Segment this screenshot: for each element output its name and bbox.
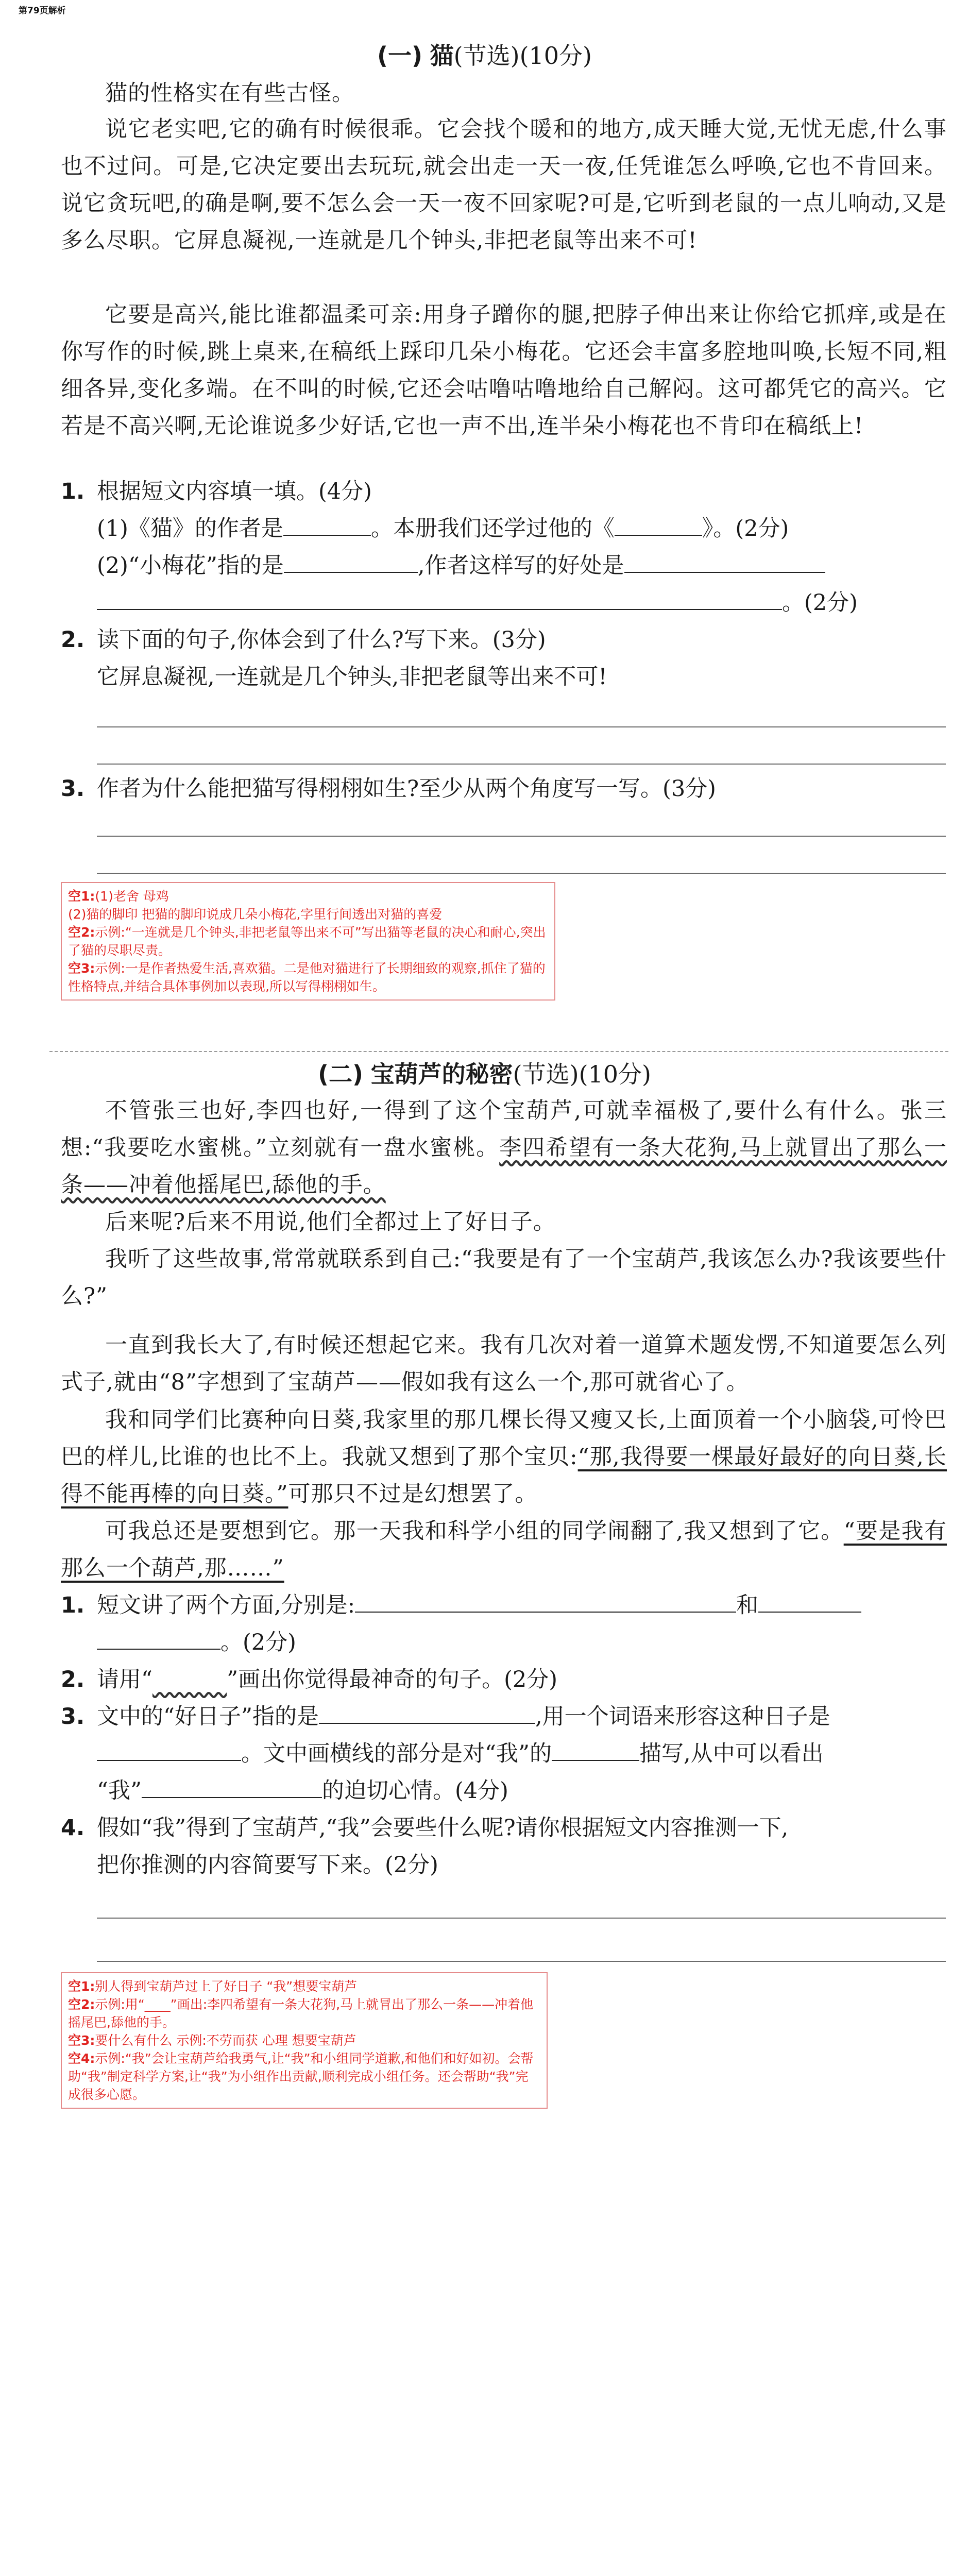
answer-blank[interactable] [284, 551, 418, 573]
question-number: 2. [61, 627, 85, 653]
answer-blank[interactable] [552, 1739, 639, 1761]
section-2-score: (节选)(10分) [513, 1060, 651, 1088]
sec2-question-3 [61, 1698, 947, 1735]
sub-text: 。(2分) [782, 590, 858, 616]
question-text: “我” [97, 1778, 142, 1804]
sec2-paragraph-6 [61, 1513, 947, 1587]
sec1-paragraph-2: 说它老实吧,它的确有时候很乖。它会找个暖和的地方,成天睡大觉,无忧无虑,什么事也不过问。可是,它决定要出去玩玩,就会出走一天一夜,任凭谁怎么呼唤,它也不肯回来。说它贪玩吧,的确是啊,要不怎么会一天一夜不回家呢?可是,它听到老鼠的一点儿响动,又是多么尽职。它屏息凝视,一连就是几个钟头,非把老鼠等出来不可! [61, 116, 947, 253]
answer-blank[interactable] [758, 1591, 861, 1613]
answer-text: 别人得到宝葫芦过上了好日子 “我”想要宝葫芦 [95, 1979, 358, 1994]
underlined-sentence: “要是我有那么一个葫芦,那……” [61, 1518, 947, 1581]
question-text: 描写,从中可以看出 [639, 1741, 824, 1767]
section-2-name: 宝葫芦的秘密 [370, 1060, 513, 1088]
answer-label: 空1: [68, 1979, 95, 1994]
paragraph-text: 可我总还是要想到它。那一天我和科学小组的同学闹翻了,我又想到了它。 [105, 1518, 844, 1544]
answer-line[interactable] [97, 836, 946, 837]
sec1-q1-sub2-cont [97, 584, 947, 621]
sec1-q2-quote: 它屏息凝视,一连就是几个钟头,非把老鼠等出来不可! [97, 664, 607, 690]
answer-label: 空3: [68, 961, 95, 976]
sec2-paragraph-3: 我听了这些故事,常常就联系到自己:“我要是有了一个宝葫芦,我该怎么办?我该要些什么?” [61, 1246, 947, 1309]
sec2-question-2 [61, 1661, 947, 1698]
answer-blank[interactable] [319, 1702, 535, 1724]
sec1-question-1 [61, 473, 947, 510]
answer-text: 示例:用“____”画出:李四希望有一条大花狗,马上就冒出了那么一条——冲着他摇尾巴,舔他的手。 [68, 1997, 534, 2030]
answer-label: 空2: [68, 925, 95, 940]
sec1-question-3 [61, 770, 947, 807]
question-number: 3. [61, 1704, 85, 1730]
question-text: 文中的“好日子”指的是 [97, 1704, 319, 1730]
answer-label: 空4: [68, 2051, 95, 2066]
question-text: 的迫切心情。(4分) [321, 1778, 508, 1804]
paragraph-text: 我和同学们比赛种向日葵,我家里的那几棵长得又瘦又长,上面顶着一个小脑袋,可怜巴巴的样儿,比谁的也比不上。我就又想到了那个宝贝: [61, 1407, 947, 1470]
wavy-underlined-sentence: 李四希望有一条大花狗,马上就冒出了那么一条——冲着他摇尾巴,舔他的手。 [61, 1135, 947, 1198]
sub-text: 》。(2分) [702, 516, 789, 541]
sub-text: 。本册我们还学过他的《 [370, 516, 615, 541]
answer-text: 示例:“我”会让宝葫芦给我勇气,让“我”和小组同学道歉,和他们和好如初。会帮助“我”制定科学方案,让“我”为小组作出贡献,顺利完成小组任务。还会帮助“我”完成很多心愿。 [68, 2051, 534, 2102]
sec2-paragraph-1 [61, 1092, 947, 1204]
answer-line[interactable] [97, 726, 946, 727]
answer-text: 要什么有什么 示例:不劳而获 心理 想要宝葫芦 [95, 2033, 356, 2048]
sec2-question-4 [61, 1809, 947, 1846]
sub-text: ,作者这样写的好处是 [417, 553, 624, 579]
question-number: 2. [61, 1667, 85, 1692]
question-text: 读下面的句子,你体会到了什么?写下来。(3分) [97, 627, 546, 653]
section-1-name: 猫 [430, 42, 454, 70]
question-text: 。文中画横线的部分是对“我”的 [241, 1741, 552, 1767]
answer-blank[interactable] [97, 1739, 241, 1761]
sub-text: (1)《猫》的作者是 [97, 516, 283, 541]
question-text: 短文讲了两个方面,分别是: [97, 1592, 355, 1618]
question-text: 假如“我”得到了宝葫芦,“我”会要些什么呢?请你根据短文内容推测一下, [97, 1815, 789, 1841]
sec2-q3-cont2 [97, 1772, 947, 1809]
sec2-answer-box [61, 1972, 548, 2109]
answer-blank[interactable] [615, 514, 702, 536]
answer-text: (2)猫的脚印 把猫的脚印说成几朵小梅花,字里行间透出对猫的喜爱 [68, 907, 443, 922]
paragraph-text: 可那只不过是幻想罢了。 [288, 1481, 538, 1507]
question-text: 根据短文内容填一填。(4分) [97, 479, 372, 504]
answer-blank[interactable] [97, 588, 782, 610]
question-text: ”画出你觉得最神奇的句子。(2分) [227, 1667, 558, 1692]
question-text: 和 [736, 1592, 759, 1618]
wavy-mark-symbol: ~~~~ [152, 1667, 227, 1692]
answer-blank[interactable] [97, 1628, 220, 1650]
paragraph-text: 不管张三也好,李四也好,一得到了这个宝葫芦,可就幸福极了,要什么有什么。张三想:“我要吃水蜜桃。”立刻就有一盘水蜜桃。 [61, 1098, 947, 1161]
sec1-paragraph-3: 它要是高兴,能比谁都温柔可亲:用身子蹭你的腿,把脖子伸出来让你给它抓痒,或是在你写作的时候,跳上桌来,在稿纸上踩印几朵小梅花。它还会丰富多腔地叫唤,长短不同,粗细各异,变化多端。在不叫的时候,它还会咕噜咕噜地给自己解闷。这可都凭它的高兴。它若是不高兴啊,无论谁说多少好话,它也一声不出,连半朵小梅花也不肯印在稿纸上! [61, 302, 947, 439]
question-text: 作者为什么能把猫写得栩栩如生?至少从两个角度写一写。(3分) [97, 776, 716, 802]
section-1-title [0, 40, 969, 71]
answer-blank[interactable] [283, 514, 371, 536]
section-2-number: (二) [318, 1060, 364, 1088]
sec1-paragraph-1: 猫的性格实在有些古怪。 [105, 80, 354, 106]
question-number: 1. [61, 479, 85, 504]
answer-text: 示例:一是作者热爱生活,喜欢猫。二是他对猫进行了长期细致的观察,抓住了猫的性格特点,并结合具体事例加以表现,所以写得栩栩如生。 [68, 961, 546, 994]
answer-text: (1)老舍 母鸡 [95, 889, 169, 904]
section-divider [49, 1051, 948, 1052]
question-number: 4. [61, 1815, 85, 1841]
sec1-q1-sub1 [97, 510, 947, 547]
sec2-q4-cont: 把你推测的内容简要写下来。(2分) [97, 1852, 438, 1878]
section-1-number: (一) [377, 42, 423, 70]
question-text: 请用“ [97, 1667, 152, 1692]
sec1-question-2 [61, 621, 947, 658]
sec2-q1-cont [97, 1624, 947, 1661]
underlined-sentence: “那,我得要一棵最好最好的向日葵,长得不能再棒的向日葵。” [61, 1444, 947, 1507]
answer-blank[interactable] [355, 1591, 736, 1613]
answer-blank[interactable] [142, 1776, 322, 1798]
sec2-paragraph-5 [61, 1401, 947, 1513]
section-2-title [0, 1059, 969, 1090]
question-text: ,用一个词语来形容这种日子是 [535, 1704, 830, 1730]
sub-text: (2)“小梅花”指的是 [97, 553, 284, 579]
question-number: 3. [61, 776, 85, 802]
sec2-question-1 [61, 1587, 947, 1624]
answer-line[interactable] [97, 1961, 946, 1962]
answer-text: 示例:“一连就是几个钟头,非把老鼠等出来不可”写出猫等老鼠的决心和耐心,突出了猫的尽职尽责。 [68, 925, 546, 958]
sec1-answer-box [61, 882, 555, 1001]
sec2-paragraph-4: 一直到我长大了,有时候还想起它来。我有几次对着一道算术题发愣,不知道要怎么列式子,就由“8”字想到了宝葫芦——假如我有这么一个,那可就省心了。 [61, 1332, 947, 1395]
answer-label: 空3: [68, 2033, 95, 2048]
sec1-q1-sub2 [97, 547, 947, 584]
question-number: 1. [61, 1592, 85, 1618]
question-text: 。(2分) [220, 1630, 296, 1655]
section-1-score: (节选)(10分) [453, 42, 592, 70]
answer-label: 空1: [68, 889, 95, 904]
sec2-q3-cont [97, 1735, 947, 1772]
answer-line[interactable] [97, 1918, 946, 1919]
answer-label: 空2: [68, 1997, 95, 2012]
answer-line[interactable] [97, 873, 946, 874]
page-tag: 第79页解析 [19, 6, 66, 16]
answer-blank[interactable] [624, 551, 825, 573]
sec2-paragraph-2: 后来呢?后来不用说,他们全都过上了好日子。 [105, 1209, 556, 1235]
answer-line[interactable] [97, 764, 946, 765]
